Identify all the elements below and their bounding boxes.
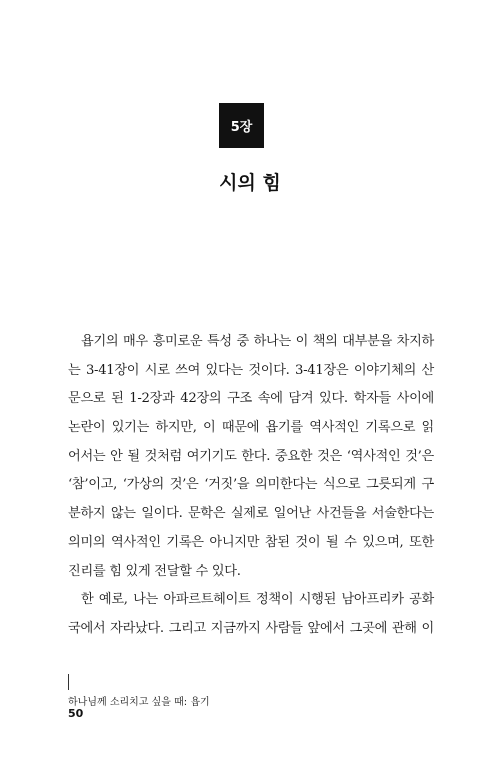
body-line: 한 예로, 나는 아파르트헤이트 정책이 시행된 남아프리카 공화	[81, 592, 434, 608]
body-line: 국에서 자라났다. 그리고 지금까지 사람들 앞에서 그곳에 관해 이	[68, 620, 434, 636]
body-line: 논란이 있기는 하지만, 이 때문에 욥기를 역사적인 기록으로 읽	[68, 420, 434, 436]
body-line: 문으로 된 1-2장과 42장의 구조 속에 담겨 있다. 학자들 사이에	[68, 391, 434, 407]
body-line: 의미의 역사적인 기록은 아니지만 참된 것이 될 수 있으며, 또한	[68, 534, 434, 550]
footer-divider	[68, 674, 69, 690]
body-line: ‘참’이고, ‘가상의 것’은 ‘거짓’을 의미한다는 식으로 그릇되게 구	[68, 477, 434, 493]
body-line: 진리를 힘 있게 전달할 수 있다.	[68, 563, 241, 579]
chapter-number-label: 5장	[230, 120, 253, 135]
chapter-title: 시의 힘	[219, 172, 281, 194]
body-line: 어서는 안 될 것처럼 여기기도 한다. 중요한 것은 ‘역사적인 것’은	[68, 448, 434, 464]
page-number: 50	[68, 707, 84, 720]
body-line: 는 3-41장이 시로 쓰여 있다는 것이다. 3-41장은 이야기체의 산	[68, 362, 434, 378]
body-text	[68, 328, 434, 644]
body-line: 욥기의 매우 흥미로운 특성 중 하나는 이 책의 대부분을 차지하	[81, 334, 434, 349]
running-title: 하나님께 소리치고 싶을 때: 욥기	[68, 697, 210, 708]
chapter-number-badge	[219, 103, 264, 148]
body-line: 분하지 않는 일이다. 문학은 실제로 일어난 사건들을 서술한다는	[68, 506, 434, 522]
